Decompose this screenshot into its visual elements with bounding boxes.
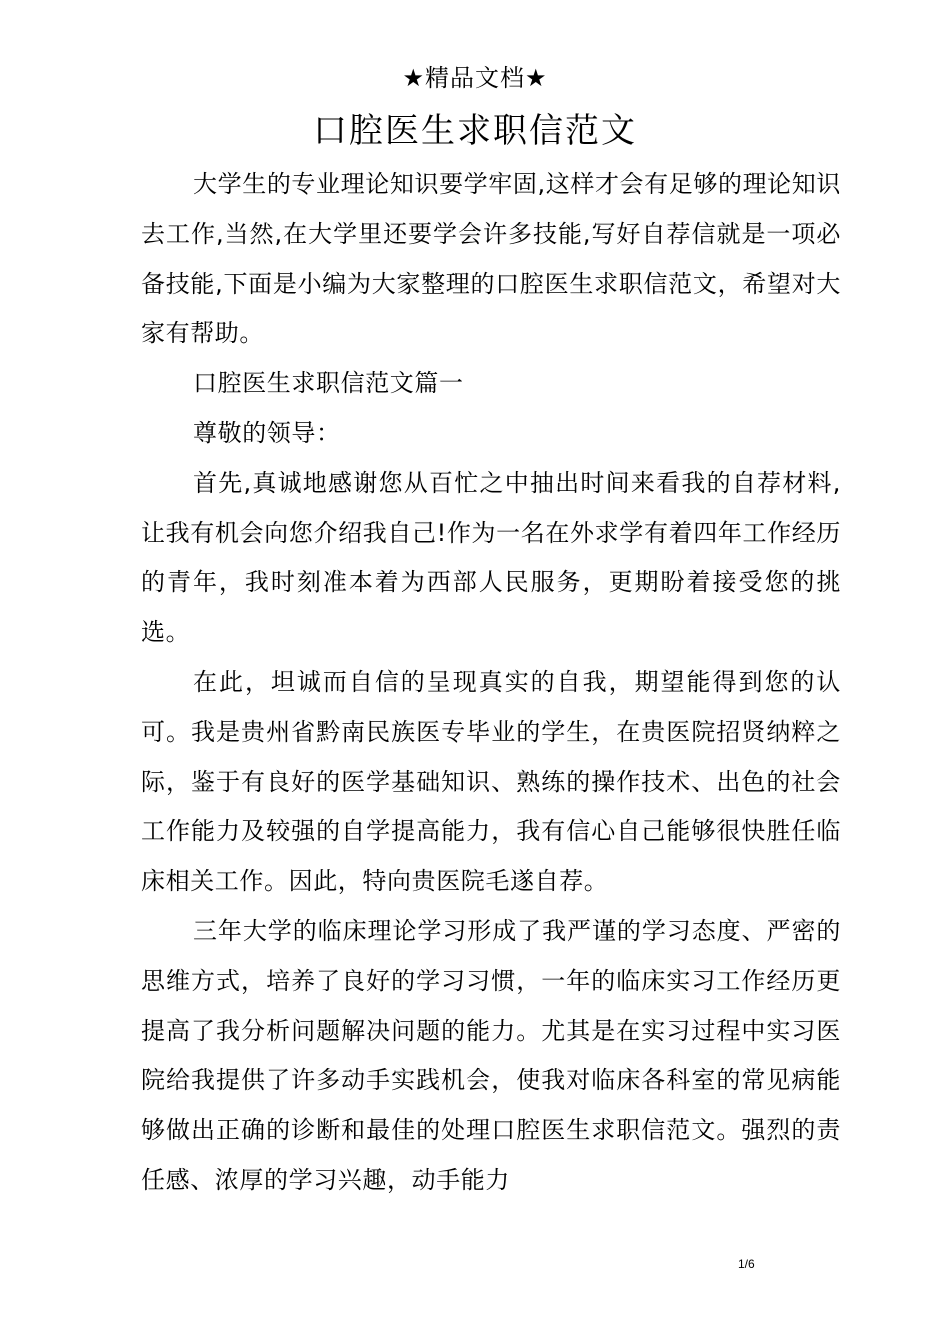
paragraph-intro: 大学生的专业理论知识要学牢固,这样才会有足够的理论知识去工作,当然,在大学里还要学会许多技能,写好自荐信就是一项必备技能,下面是小编为大家整理的口腔医生求职信范文，希望对大家有帮助。 [141, 170, 841, 348]
paragraph: 在此，坦诚而自信的呈现真实的自我，期望能得到您的认可。我是贵州省黔南民族医专毕业的学生，在贵医院招贤纳粹之际，鉴于有良好的医学基础知识、熟练的操作技术、出色的社会工作能力及较强的自学提高能力，我有信心自己能够很快胜任临床相关工作。因此，特向贵医院毛遂自荐。 [141, 667, 841, 896]
paragraph: 首先,真诚地感谢您从百忙之中抽出时间来看我的自荐材料,让我有机会向您介绍我自己!作为一名在外求学有着四年工作经历的青年，我时刻准本着为西部人民服务，更期盼着接受您的挑选。 [141, 468, 841, 647]
document-title: 口腔医生求职信范文 [313, 111, 637, 151]
salutation: 尊敬的领导： [193, 418, 341, 447]
paragraph: 三年大学的临床理论学习形成了我严谨的学习态度、严密的思维方式，培养了良好的学习习惯，一年的临床实习工作经历更提高了我分析问题解决问题的能力。尤其是在实习过程中实习医院给我提供了许多动手实践机会，使我对临床各科室的常见病能够做出正确的诊断和最佳的处理口腔医生求职信范文。强烈的责任感、浓厚的学习兴趣，动手能力 [141, 916, 841, 1194]
section-heading: 口腔医生求职信范文篇一 [193, 369, 464, 398]
page-header: ★精品文档★ [402, 64, 548, 92]
document-body [141, 160, 841, 1206]
page-number: 1/6 [738, 1257, 755, 1271]
